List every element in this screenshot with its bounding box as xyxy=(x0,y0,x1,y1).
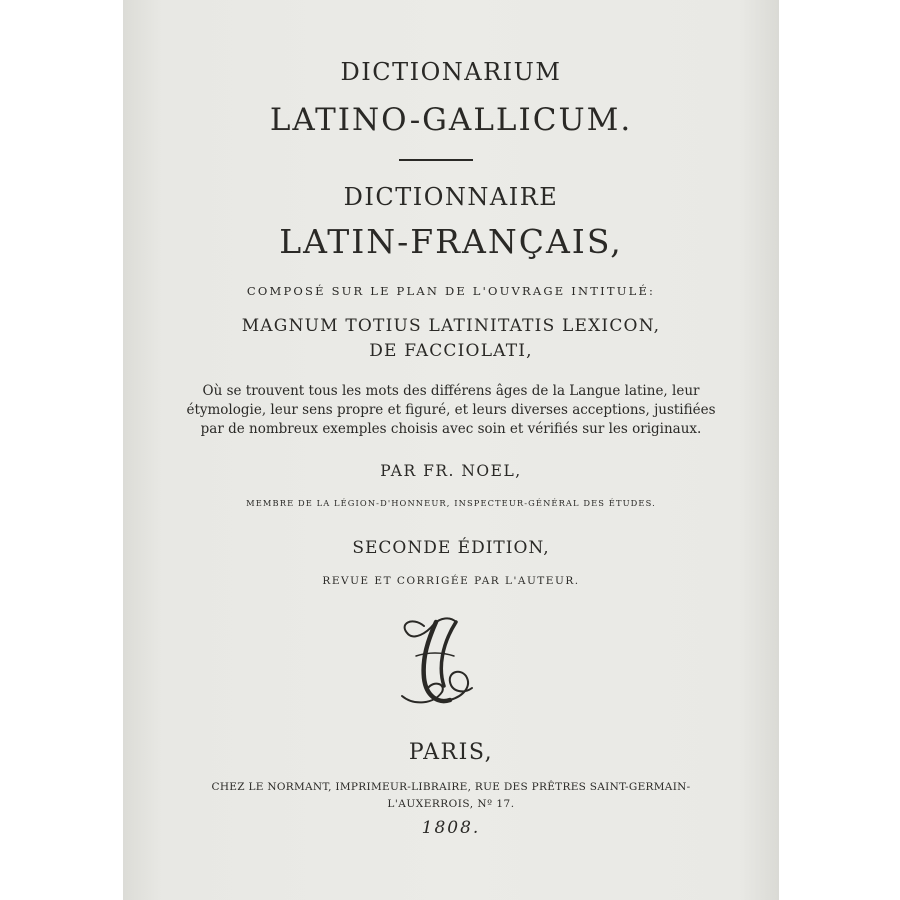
revision-note: REVUE ET CORRIGÉE PAR L'AUTEUR. xyxy=(322,575,580,587)
latin-title-line1: DICTIONARIUM xyxy=(340,58,562,86)
city: PARIS, xyxy=(408,740,494,765)
author: PAR FR. NOEL, xyxy=(380,462,522,480)
work-title-line2: DE FACCIOLATI, xyxy=(369,341,533,361)
year: 1808. xyxy=(421,818,481,838)
title-divider xyxy=(399,159,473,161)
french-title-line2: LATIN-FRANÇAIS, xyxy=(279,222,623,261)
description-line: étymologie, leur sens propre et figuré, et leurs diverses acceptions, justifiées xyxy=(186,402,716,418)
author-titles: MEMBRE DE LA LÉGION-D'HONNEUR, INSPECTEUR-GÉNÉRAL DES ÉTUDES. xyxy=(246,498,656,508)
french-title-line1: DICTIONNAIRE xyxy=(343,183,559,211)
work-title-line1: MAGNUM TOTIUS LATINITATIS LEXICON, xyxy=(241,316,661,336)
title-page xyxy=(123,0,779,900)
publisher-line1: CHEZ LE NORMANT, IMPRIMEUR-LIBRAIRE, RUE DES PRÊTRES SAINT-GERMAIN- xyxy=(211,781,691,793)
description-line: par de nombreux exemples choisis avec soin et vérifiés sur les originaux. xyxy=(200,421,702,437)
latin-title-line2: LATINO-GALLICUM. xyxy=(269,102,633,138)
publisher-monogram-icon xyxy=(394,612,478,708)
publisher-line2: L'AUXERROIS, Nº 17. xyxy=(387,798,515,810)
edition: SECONDE ÉDITION, xyxy=(352,538,550,558)
description-line: Où se trouvent tous les mots des différens âges de la Langue latine, leur xyxy=(202,383,700,399)
composed-line: COMPOSÉ SUR LE PLAN DE L'OUVRAGE INTITULÉ: xyxy=(246,284,656,298)
